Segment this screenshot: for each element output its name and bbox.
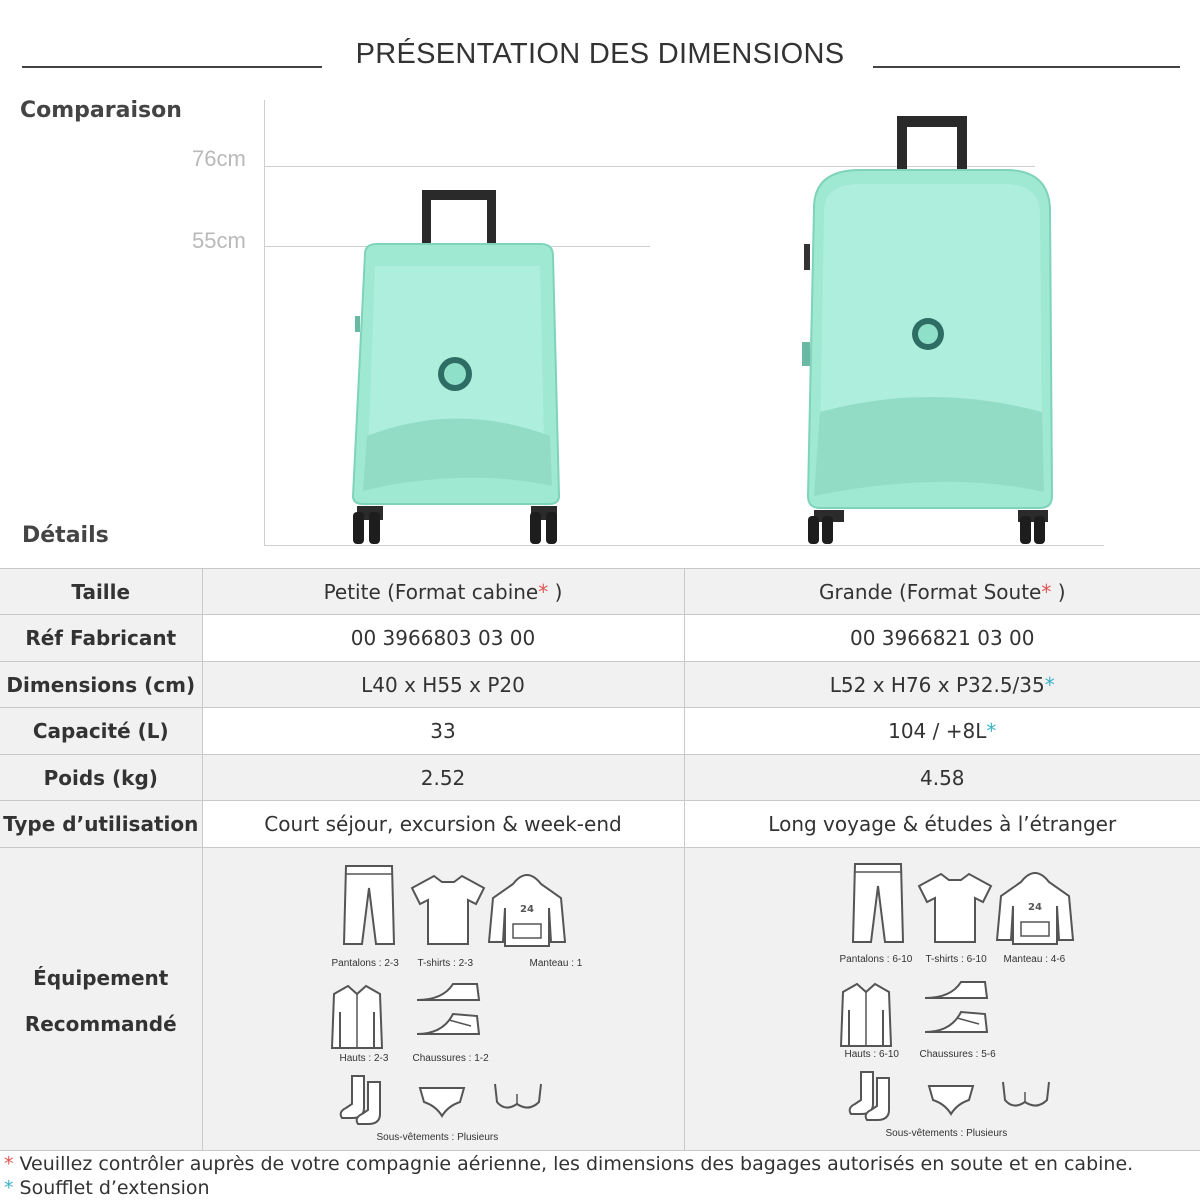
shoes-icon [413,976,483,1040]
equipment-label-line2: Recommandé [24,1012,177,1036]
capacity-large-cell [684,708,1200,755]
comparison-axis-vertical [264,100,265,546]
shoes-label-large: Chaussures : 5-6 [919,1049,996,1060]
footnote-airline [4,1153,1133,1175]
footnote-blue-star: * [4,1177,14,1199]
height-label-76: 76cm [192,146,246,171]
bra-icon [999,1076,1053,1112]
dimensions-large-star: * [1044,672,1055,697]
size-large-end: ) [1051,579,1066,604]
equipment-small-cell [202,848,684,1151]
shoes-label-small: Chaussures : 1-2 [412,1053,489,1064]
comparison-title: Comparaison [20,98,182,123]
tshirts-label-large: T-shirts : 6-10 [925,954,987,965]
pants-label-large: Pantalons : 6-10 [839,954,913,965]
shirt-icon [330,982,384,1052]
briefs-icon [925,1082,977,1118]
row-label-equipment [0,848,202,1151]
tshirts-label-small: T-shirts : 2-3 [417,958,474,969]
dimensions-large: L52 x H76 x P32.5/35 [829,672,1045,697]
tops-label-small: Hauts : 2-3 [339,1053,389,1064]
size-small-cell [202,569,684,615]
size-large-cell [684,569,1200,615]
underwear-label-small: Sous-vêtements : Plusieurs [376,1132,499,1143]
equipment-large-cell [684,848,1200,1151]
capacity-large-star: * [986,719,997,743]
pants-label-small: Pantalons : 2-3 [331,958,399,969]
coat-label-large: Manteau : 4-6 [1003,954,1066,965]
tshirt-icon [915,870,995,946]
specs-table [0,568,1200,1151]
size-small-text: Petite (Format cabine [323,579,539,604]
pants-icon [340,862,398,948]
footnote-extension [4,1177,210,1199]
pants-icon [849,860,907,946]
small-suitcase-image [345,186,570,548]
tops-label-large: Hauts : 6-10 [844,1049,899,1060]
shoes-icon [921,974,991,1038]
dimensions-small: L40 x H55 x P20 [202,662,684,708]
table-row-dimensions [0,662,1200,708]
weight-large: 4.58 [684,755,1200,801]
table-row-ref [0,615,1200,662]
capacity-large: 104 / +8L [888,719,987,743]
table-row-equipment [0,848,1200,1151]
size-large-star: * [1041,579,1052,604]
equipment-label-line1: Équipement [33,966,169,990]
footnote-red-star: * [4,1153,14,1175]
usage-small: Court séjour, excursion & week-end [202,801,684,848]
table-row-weight [0,755,1200,801]
briefs-icon [416,1084,468,1120]
dimensions-large-cell [684,662,1200,708]
footnote-extension-text: Soufflet d’extension [13,1177,210,1199]
bra-icon [491,1078,545,1114]
shirt-icon [839,980,893,1050]
row-label-capacity: Capacité (L) [0,708,202,755]
hoodie-icon [995,866,1075,948]
large-suitcase-image [800,112,1060,548]
coat-label-small: Manteau : 1 [529,958,583,969]
title-rule-right [873,66,1180,68]
row-label-dimensions: Dimensions (cm) [0,662,202,708]
height-label-55: 55cm [192,228,246,253]
row-label-usage: Type d’utilisation [0,801,202,848]
hoodie-icon [487,868,567,950]
weight-small: 2.52 [202,755,684,801]
size-small-end: ) [548,579,563,604]
details-title: Détails [22,523,109,548]
row-label-size: Taille [0,569,202,615]
table-row-capacity [0,708,1200,755]
row-label-weight: Poids (kg) [0,755,202,801]
table-row-usage [0,801,1200,848]
hoodie-number: 24 [519,904,534,915]
page-title: PRÉSENTATION DES DIMENSIONS [355,38,845,70]
capacity-small: 33 [202,708,684,755]
ref-small: 00 3966803 03 00 [202,615,684,662]
table-row-size [0,569,1200,615]
footnote-airline-text: Veuillez contrôler auprès de votre compagnie aérienne, les dimensions des bagages autorisés en soute et en cabine. [13,1153,1134,1175]
usage-large: Long voyage & études à l’étranger [684,801,1200,848]
underwear-label-large: Sous-vêtements : Plusieurs [885,1128,1008,1139]
socks-icon [845,1068,903,1124]
row-label-ref: Réf Fabricant [0,615,202,662]
size-small-star: * [538,579,549,604]
socks-icon [336,1072,394,1128]
tshirt-icon [408,872,488,948]
hoodie-number-large: 24 [1027,902,1042,913]
size-large-text: Grande (Format Soute [818,579,1042,604]
ref-large: 00 3966821 03 00 [684,615,1200,662]
